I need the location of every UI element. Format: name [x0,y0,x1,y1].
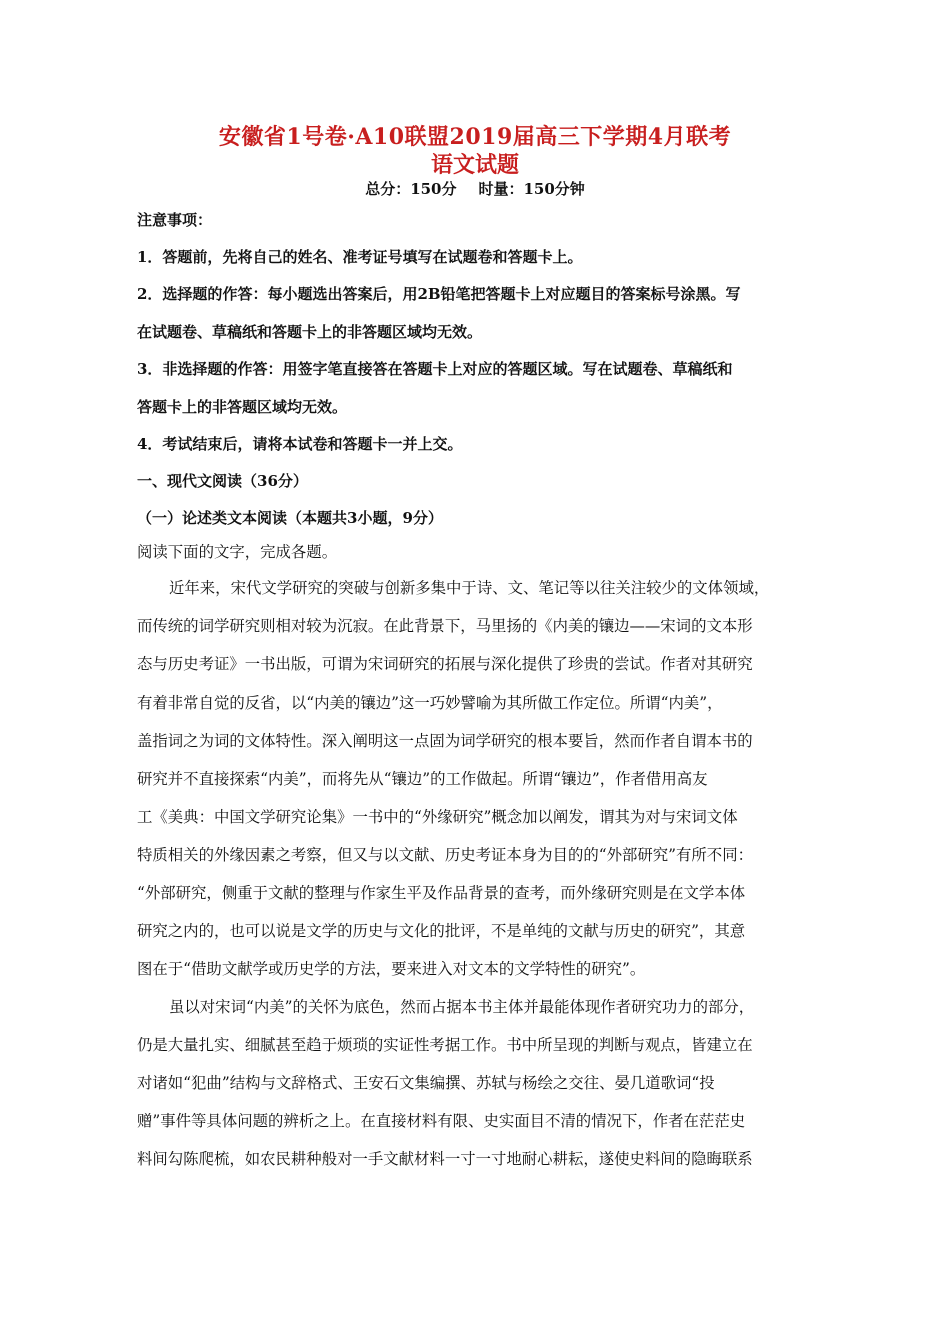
passage-line: 对诸如“犯曲”结构与文辞格式、王安石文集编撰、苏轼与杨绘之交往、晏几道歌词“投 [137,1074,715,1092]
passage-line: 料间勾陈爬梳，如农民耕种般对一手文献材料一寸一寸地耐心耕耘，遂使史料间的隐晦联系 [137,1150,753,1168]
passage-line: 赠”事件等具体问题的辨析之上。在直接材料有限、史实面目不清的情况下，作者在茫茫史 [137,1112,746,1130]
passage-line: 态与历史考证》一书出版，可谓为宋词研究的拓展与深化提供了珍贵的尝试。作者对其研究 [137,655,753,673]
notice-item: 2．选择题的作答：每小题选出答案后，用2B铅笔把答题卡上对应题目的答案标号涂黑。写 [137,285,741,303]
passage-line: 有着非常自觉的反省，以“内美的镶边”这一巧妙譬喻为其所做工作定位。所谓“内美”， [137,694,723,712]
notice-item: 3．非选择题的作答：用签字笔直接答在答题卡上对应的答题区域。写在试题卷、草稿纸和 [137,360,733,378]
exam-subtitle: 语文试题 [430,152,519,178]
exam-time: 时量：150分钟 [478,180,585,198]
notice-item: 答题卡上的非答题区域均无效。 [137,398,348,416]
notice-item: 1．答题前，先将自己的姓名、准考证号填写在试题卷和答题卡上。 [137,248,583,266]
subsection-heading: （一）论述类文本阅读（本题共3小题，9分） [137,509,443,527]
passage-line: 特质相关的外缘因素之考察，但又与以文献、历史考证本身为目的的“外部研究”有所不同： [137,846,753,864]
notice-item: 在试题卷、草稿纸和答题卡上的非答题区域均无效。 [137,323,483,341]
passage-line: 近年来，宋代文学研究的突破与创新多集中于诗、文、笔记等以往关注较少的文体领域， [169,579,770,597]
total-score: 总分：150分 [365,180,457,198]
reading-instruction: 阅读下面的文字，完成各题。 [137,543,338,561]
passage-line: “外部研究，侧重于文献的整理与作家生平及作品背景的查考，而外缘研究则是在文学本体 [137,884,746,902]
passage-line: 工《美典：中国文学研究论集》一书中的“外缘研究”概念加以阐发，谓其为对与宋词文体 [137,808,738,826]
score-time-line [0,178,950,199]
passage-line: 仍是大量扎实、细腻甚至趋于烦琐的实证性考据工作。书中所呈现的判断与观点，皆建立在 [137,1036,753,1054]
passage-line: 盖指词之为词的文体特性。深入阐明这一点固为词学研究的根本要旨，然而作者自谓本书的 [137,732,753,750]
passage-line: 图在于“借助文献学或历史学的方法，要来进入对文本的文学特性的研究”。 [137,960,646,978]
passage-line: 虽以对宋词“内美”的关怀为底色，然而占据本书主体并最能体现作者研究功力的部分， [169,998,755,1016]
notice-heading: 注意事项： [137,211,213,229]
exam-title: 安徽省1号卷·A10联盟2019届高三下学期4月联考 [218,124,732,150]
notice-item: 4．考试结束后，请将本试卷和答题卡一并上交。 [137,435,463,453]
passage-line: 研究之内的，也可以说是文学的历史与文化的批评，不是单纯的文献与历史的研究”，其意 [137,922,746,940]
passage-line: 而传统的词学研究则相对较为沉寂。在此背景下，马里扬的《内美的镶边——宋词的文本形 [137,617,753,635]
section-heading: 一、现代文阅读（36分） [137,472,308,490]
passage-line: 研究并不直接探索“内美”，而将先从“镶边”的工作做起。所谓“镶边”，作者借用高友 [137,770,708,788]
